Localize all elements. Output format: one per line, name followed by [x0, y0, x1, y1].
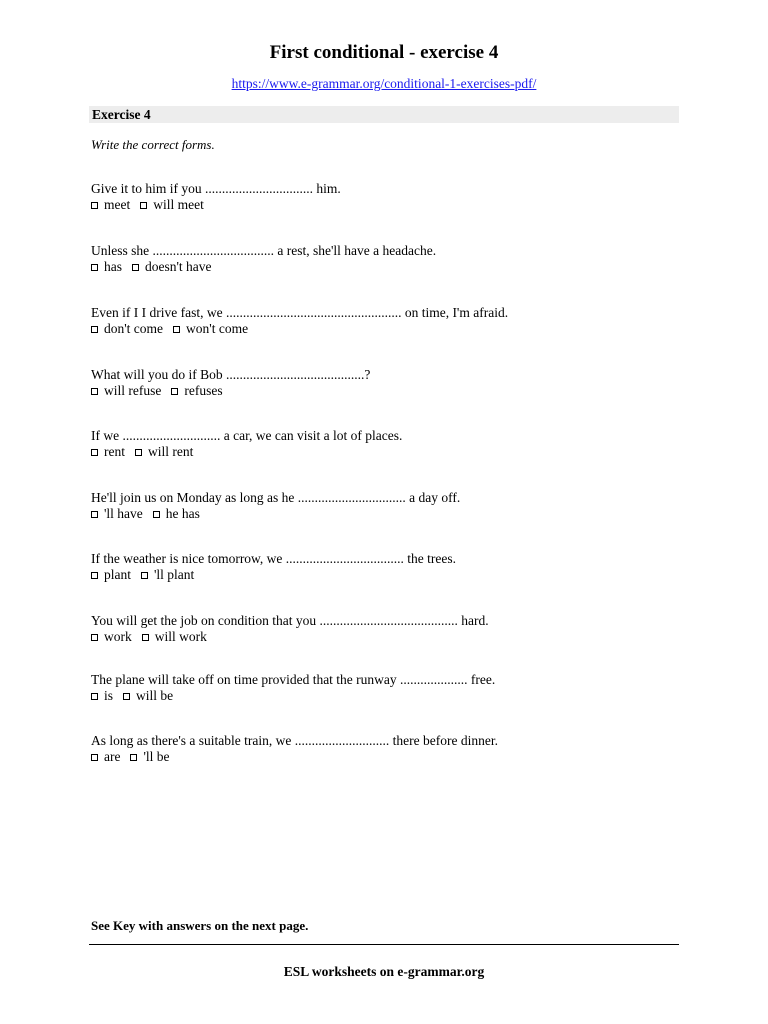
- answer-option-label: 'll have: [104, 506, 143, 521]
- question-sentence: Even if I I drive fast, we .................................................... on time, I'm afraid.: [91, 305, 509, 320]
- answer-option[interactable]: [141, 567, 194, 583]
- answer-option[interactable]: [135, 444, 193, 460]
- answer-option-label: rent: [104, 444, 125, 459]
- answer-options: [91, 749, 681, 765]
- answer-options: [91, 259, 681, 275]
- answer-option[interactable]: [91, 629, 132, 645]
- question-item: [91, 490, 681, 522]
- checkbox-icon[interactable]: [91, 634, 98, 641]
- checkbox-icon[interactable]: [173, 326, 180, 333]
- answer-option[interactable]: [91, 197, 130, 213]
- answer-option[interactable]: [173, 321, 248, 337]
- checkbox-icon[interactable]: [91, 693, 98, 700]
- checkbox-icon[interactable]: [171, 388, 178, 395]
- question-sentence: You will get the job on condition that you ......................................... hard.: [91, 613, 489, 628]
- answer-option-label: don't come: [104, 321, 164, 336]
- answer-option-label: will be: [136, 688, 174, 703]
- question-item: [91, 613, 681, 645]
- question-sentence: If we ............................. a car, we can visit a lot of places.: [91, 428, 403, 443]
- answer-option[interactable]: [130, 749, 169, 765]
- checkbox-icon[interactable]: [91, 202, 98, 209]
- question-item: [91, 733, 681, 765]
- answer-options: [91, 197, 681, 213]
- question-item: [91, 181, 681, 213]
- question-item: [91, 305, 681, 337]
- answer-option-label: has: [104, 259, 122, 274]
- answer-options: [91, 629, 681, 645]
- checkbox-icon[interactable]: [153, 511, 160, 518]
- answer-option[interactable]: [91, 567, 131, 583]
- exercise-instruction: Write the correct forms.: [91, 137, 215, 152]
- answer-option-label: won't come: [186, 321, 249, 336]
- exercise-heading-bar: [89, 106, 679, 123]
- question-sentence: Give it to him if you ................................ him.: [91, 181, 341, 196]
- answer-option[interactable]: [171, 383, 222, 399]
- answer-option-label: will meet: [153, 197, 204, 212]
- answer-option-label: he has: [165, 506, 200, 521]
- answer-option[interactable]: [91, 259, 122, 275]
- source-link[interactable]: https://www.e-grammar.org/conditional-1-exercises-pdf/: [231, 76, 537, 91]
- answer-option[interactable]: [91, 506, 143, 522]
- checkbox-icon[interactable]: [91, 388, 98, 395]
- checkbox-icon[interactable]: [123, 693, 130, 700]
- checkbox-icon[interactable]: [135, 449, 142, 456]
- answer-option[interactable]: [91, 749, 120, 765]
- question-item: [91, 672, 681, 704]
- answer-option-label: meet: [104, 197, 131, 212]
- question-item: [91, 243, 681, 275]
- checkbox-icon[interactable]: [91, 572, 98, 579]
- question-item: [91, 428, 681, 460]
- question-sentence: The plane will take off on time provided that the runway .................... free.: [91, 672, 496, 687]
- answer-option-label: is: [104, 688, 114, 703]
- question-sentence: If the weather is nice tomorrow, we ................................... the trees.: [91, 551, 457, 566]
- question-sentence: Unless she .................................... a rest, she'll have a headache.: [91, 243, 437, 258]
- answer-option[interactable]: [123, 688, 173, 704]
- answer-option-label: refuses: [184, 383, 223, 398]
- checkbox-icon[interactable]: [130, 754, 137, 761]
- checkbox-icon[interactable]: [140, 202, 147, 209]
- question-sentence: He'll join us on Monday as long as he ................................ a day off.: [91, 490, 461, 505]
- answer-option-label: will work: [154, 629, 207, 644]
- answer-options: [91, 383, 681, 399]
- checkbox-icon[interactable]: [132, 264, 139, 271]
- answer-options: [91, 321, 681, 337]
- answer-option[interactable]: [132, 259, 212, 275]
- question-sentence: What will you do if Bob .........................................?: [91, 367, 371, 382]
- answer-options: [91, 444, 681, 460]
- question-sentence: As long as there's a suitable train, we ............................ there before dinner.: [91, 733, 498, 748]
- checkbox-icon[interactable]: [91, 449, 98, 456]
- checkbox-icon[interactable]: [91, 754, 98, 761]
- answer-options: [91, 567, 681, 583]
- checkbox-icon[interactable]: [91, 511, 98, 518]
- exercise-heading: Exercise 4: [92, 107, 151, 122]
- answer-option-label: work: [104, 629, 132, 644]
- checkbox-icon[interactable]: [91, 264, 98, 271]
- answer-option[interactable]: [142, 629, 207, 645]
- answer-option-label: will refuse: [104, 383, 162, 398]
- answer-option-label: 'll plant: [154, 567, 195, 582]
- checkbox-icon[interactable]: [142, 634, 149, 641]
- answer-option-label: doesn't have: [145, 259, 212, 274]
- checkbox-icon[interactable]: [141, 572, 148, 579]
- footer-divider: [89, 944, 679, 945]
- answer-option-label: are: [104, 749, 121, 764]
- page-title: First conditional - exercise 4: [269, 42, 499, 63]
- answer-option[interactable]: [91, 383, 161, 399]
- question-item: [91, 367, 681, 399]
- answer-options: [91, 688, 681, 704]
- answer-options: [91, 506, 681, 522]
- answer-option-label: 'll be: [143, 749, 170, 764]
- answer-option-label: plant: [104, 567, 131, 582]
- answer-option[interactable]: [91, 444, 125, 460]
- answer-option-label: will rent: [148, 444, 194, 459]
- checkbox-icon[interactable]: [91, 326, 98, 333]
- answer-option[interactable]: [91, 321, 163, 337]
- footer-text: ESL worksheets on e-grammar.org: [283, 964, 485, 979]
- answer-option[interactable]: [153, 506, 200, 522]
- answer-option[interactable]: [140, 197, 204, 213]
- question-item: [91, 551, 681, 583]
- answer-key-note: See Key with answers on the next page.: [91, 918, 309, 933]
- answer-option[interactable]: [91, 688, 113, 704]
